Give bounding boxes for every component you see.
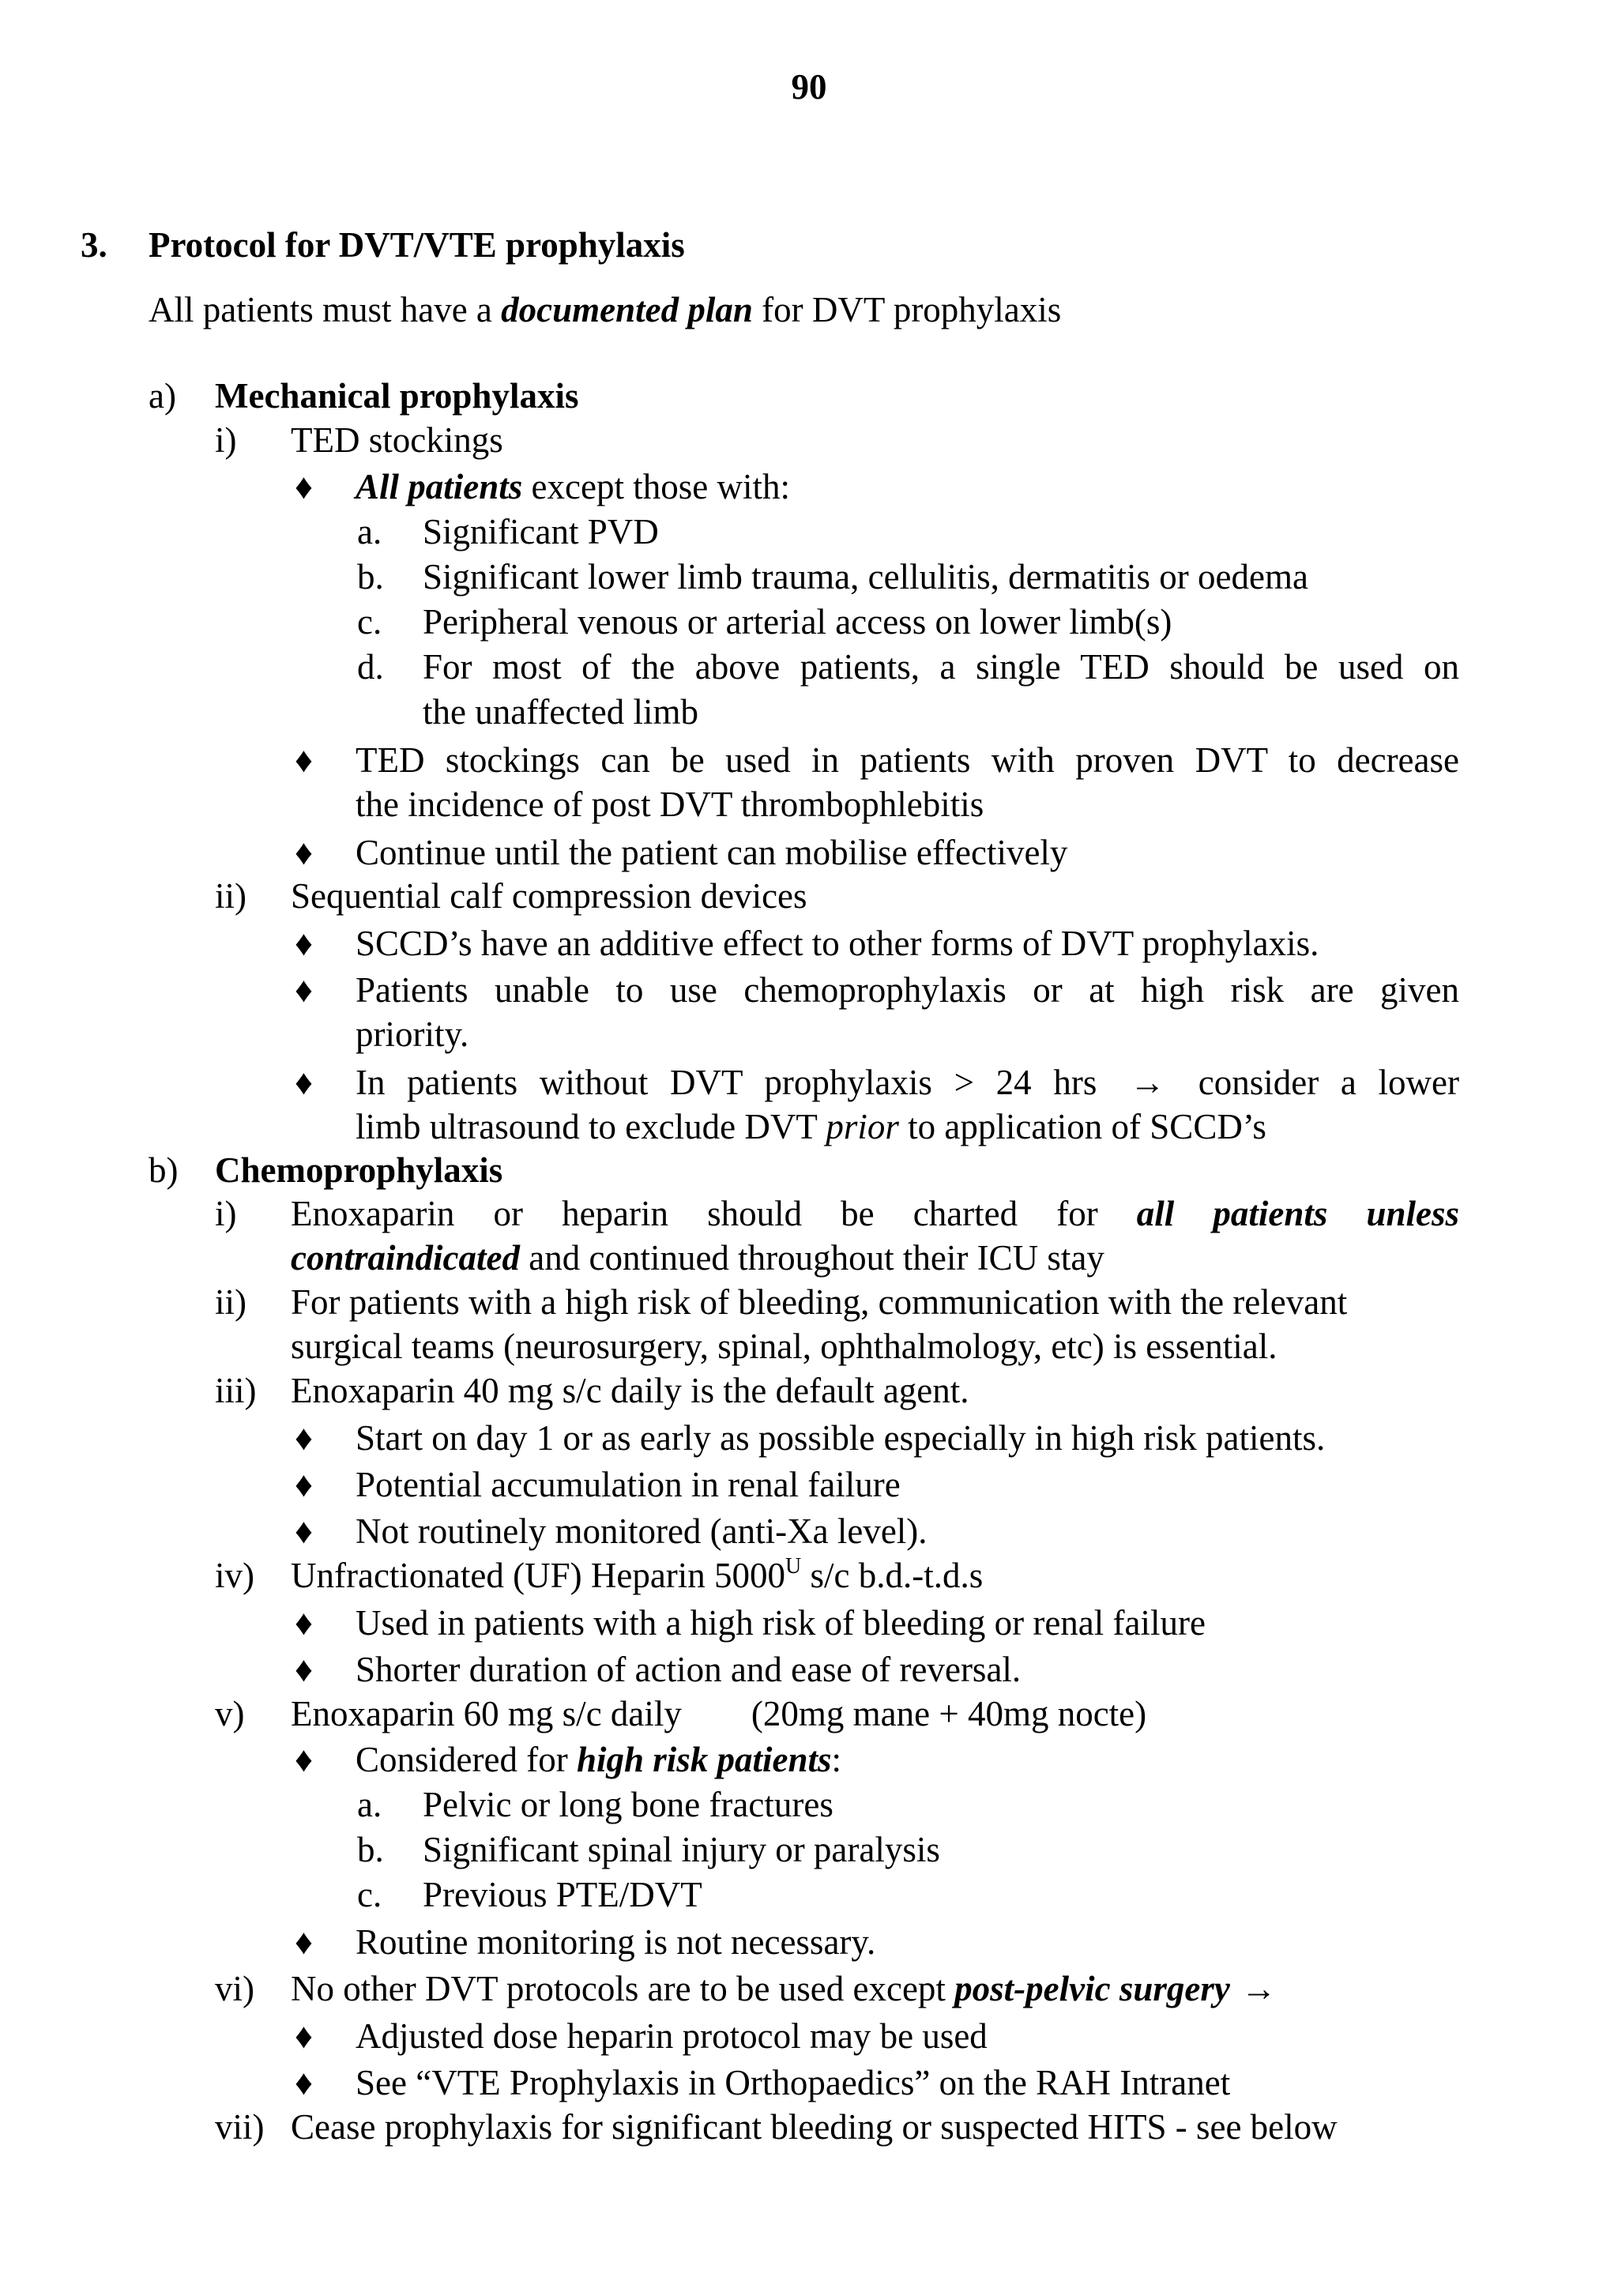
page-number: 90 <box>791 67 827 107</box>
list-item: Significant PVD <box>423 512 659 551</box>
bullet-icon: ♦ <box>295 1511 313 1551</box>
item-label: vii) <box>215 2107 265 2147</box>
sccd-bullet-1: SCCD’s have an additive effect to other forms of DVT prophylaxis. <box>356 924 1319 963</box>
subsection-title-chemoprophylaxis: Chemoprophylaxis <box>215 1150 503 1190</box>
arrow-icon: → <box>1240 1969 1277 2008</box>
chemo-iii-bullet: Potential accumulation in renal failure <box>356 1465 901 1504</box>
bullet-icon: ♦ <box>295 1063 313 1102</box>
item-sccd-title: Sequential calf compression devices <box>291 876 807 916</box>
bullet-icon: ♦ <box>295 970 313 1010</box>
chemo-item-vii: Cease prophylaxis for significant bleeding or suspected HITS - see below <box>291 2107 1338 2147</box>
item-label: iii) <box>215 1371 257 1410</box>
section-intro: All patients must have a documented plan for DVT prophylaxis <box>149 290 1062 329</box>
chemo-item-i-continued: contraindicated and continued throughout their ICU stay <box>291 1238 1104 1278</box>
bullet-icon: ♦ <box>295 1418 313 1458</box>
subsection-label-a: a) <box>149 376 176 416</box>
ted-bullet-3: Continue until the patient can mobilise effectively <box>356 833 1068 872</box>
ted-bullet-2: TED stockings can be used in patients with proven DVT to decrease <box>356 740 1459 780</box>
subsection-label-b: b) <box>149 1150 179 1190</box>
item-label: vi) <box>215 1969 254 2008</box>
arrow-icon: → <box>1130 1063 1166 1102</box>
subsection-title-mechanical: Mechanical prophylaxis <box>215 376 579 416</box>
bullet-icon: ♦ <box>295 2063 313 2102</box>
list-label: c. <box>357 1875 382 1914</box>
list-item: Significant lower limb trauma, cellulitis, dermatitis or oedema <box>423 557 1308 597</box>
chemo-iv-bullet: Used in patients with a high risk of bleeding or renal failure <box>356 1603 1206 1643</box>
chemo-iv-bullet: Shorter duration of action and ease of reversal. <box>356 1650 1022 1689</box>
item-label: ii) <box>215 1282 246 1322</box>
bullet-icon: ♦ <box>295 1650 313 1689</box>
item-label: iv) <box>215 1556 254 1595</box>
sccd-bullet-2: Patients unable to use chemoprophylaxis or at high risk are given <box>356 970 1459 1010</box>
sccd-bullet-3-continued: limb ultrasound to exclude DVT prior to application of SCCD’s <box>356 1107 1266 1146</box>
chemo-item-i: Enoxaparin or heparin should be charted for all patients unless <box>291 1194 1459 1233</box>
chemo-iii-bullet: Not routinely monitored (anti-Xa level). <box>356 1511 928 1551</box>
bullet-icon: ♦ <box>295 740 313 780</box>
list-item: Peripheral venous or arterial access on lower limb(s) <box>423 602 1172 642</box>
chemo-item-vi: No other DVT protocols are to be used except post-pelvic surgery → <box>291 1967 1288 2011</box>
ted-bullet-1: All patients except those with: <box>356 467 790 506</box>
bullet-icon: ♦ <box>295 1922 313 1962</box>
list-label: a. <box>357 512 382 551</box>
bullet-icon: ♦ <box>295 1603 313 1643</box>
chemo-item-ii-continued: surgical teams (neurosurgery, spinal, ophthalmology, etc) is essential. <box>291 1327 1277 1366</box>
list-label: c. <box>357 602 382 642</box>
chemo-vi-bullet: See “VTE Prophylaxis in Orthopaedics” on the RAH Intranet <box>356 2063 1231 2102</box>
bullet-icon: ♦ <box>295 1465 313 1504</box>
chemo-vi-bullet: Adjusted dose heparin protocol may be used <box>356 2016 988 2056</box>
list-item: For most of the above patients, a single TED should be used on <box>423 647 1459 687</box>
item-label: i) <box>215 420 237 460</box>
bullet-icon: ♦ <box>295 833 313 872</box>
sccd-bullet-3: In patients without DVT prophylaxis > 24 hrs → consider a lower <box>356 1060 1459 1105</box>
sccd-bullet-2-continued: priority. <box>356 1014 469 1054</box>
section-number: 3. <box>81 225 107 265</box>
item-label: v) <box>215 1694 245 1733</box>
item-label: ii) <box>215 876 246 916</box>
chemo-item-iii: Enoxaparin 40 mg s/c daily is the default agent. <box>291 1371 969 1410</box>
chemo-iii-bullet: Start on day 1 or as early as possible especially in high risk patients. <box>356 1418 1326 1458</box>
list-item: Pelvic or long bone fractures <box>423 1785 833 1824</box>
section-title: Protocol for DVT/VTE prophylaxis <box>149 225 685 265</box>
bullet-icon: ♦ <box>295 1740 313 1779</box>
ted-bullet-2-continued: the incidence of post DVT thrombophlebitis <box>356 785 984 824</box>
intro-emphasis: documented plan <box>501 290 753 329</box>
bullet-icon: ♦ <box>295 467 313 506</box>
list-label: b. <box>357 557 384 597</box>
bullet-icon: ♦ <box>295 924 313 963</box>
list-label: b. <box>357 1830 384 1869</box>
chemo-item-v: Enoxaparin 60 mg s/c daily (20mg mane + 40mg nocte) <box>291 1694 1147 1733</box>
item-label: i) <box>215 1194 237 1233</box>
list-item-continued: the unaffected limb <box>423 692 699 732</box>
list-label: a. <box>357 1785 382 1824</box>
bullet-icon: ♦ <box>295 2016 313 2056</box>
list-label: d. <box>357 647 384 687</box>
item-ted-title: TED stockings <box>291 420 503 460</box>
list-item: Previous PTE/DVT <box>423 1875 702 1914</box>
chemo-item-iv: Unfractionated (UF) Heparin $5000^U$ s/c b.d.-t.d.s <box>291 1554 984 1595</box>
list-item: Significant spinal injury or paralysis <box>423 1830 940 1869</box>
chemo-item-ii: For patients with a high risk of bleeding, communication with the relevant <box>291 1282 1348 1322</box>
chemo-v-bullet-1: Considered for high risk patients: <box>356 1740 842 1779</box>
chemo-v-bullet-2: Routine monitoring is not necessary. <box>356 1922 876 1962</box>
